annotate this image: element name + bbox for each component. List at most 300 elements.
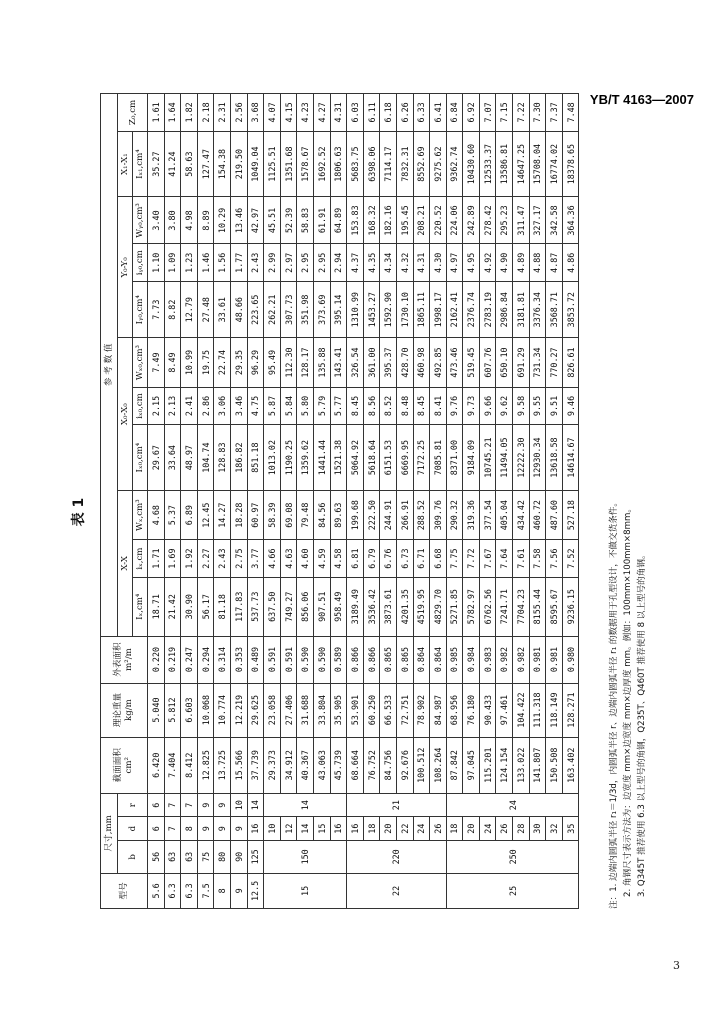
table-cell: 5.87 [264,387,281,425]
table-cell: 1806.63 [330,131,347,197]
table-cell: 224.06 [446,197,463,244]
table-cell: 3.06 [214,387,231,425]
table-cell: 8.45 [347,387,364,425]
table-cell: 0.294 [197,636,214,683]
table-cell: 691.29 [513,338,530,387]
table-cell: 295.23 [496,197,513,244]
table-cell: 76.752 [363,737,380,793]
header-Iy0: Iᵧ₀,cm⁴ [133,282,148,338]
table-cell: 199.68 [347,491,364,540]
table-cell: 1592.90 [380,282,397,338]
table-row [164,94,181,909]
table-cell: 4.88 [529,244,546,282]
table-cell: 0.591 [264,636,281,683]
table-cell: 34.912 [280,737,297,793]
table-cell: 1441.44 [313,425,330,491]
table-cell: 2.31 [214,94,231,132]
table-cell: 79.48 [297,491,314,540]
table-cell: 135.88 [313,338,330,387]
table-cell: 6.603 [181,683,198,737]
table-cell: 0.489 [247,636,264,683]
table-cell: 0.984 [463,636,480,683]
header-y0y0: Y₀-Y₀ [118,197,133,338]
table-cell: 63 [164,840,181,873]
table-cell: 4.95 [463,244,480,282]
table-cell: 1.69 [164,540,181,578]
table-cell: 1013.02 [264,425,281,491]
table-cell: 78.902 [413,683,430,737]
table-cell: 6 [148,793,165,817]
table-cell: 2.86 [197,387,214,425]
table-cell: 309.76 [430,491,447,540]
header-weight: 理论重量 kg/m [101,683,148,737]
table-row [264,94,281,909]
table-cell: 7.75 [446,540,463,578]
table-cell: 87.842 [446,737,463,793]
table-cell: 53.901 [347,683,364,737]
table-cell: 16 [247,817,264,840]
header-x1x1: X₁-X₁ [118,131,133,197]
table-cell: 10 [264,817,281,840]
table-cell: 537.73 [247,577,264,636]
table-cell: 3376.34 [529,282,546,338]
table-cell: 84.987 [430,683,447,737]
header-Wy0: Wᵧ₀,cm³ [133,197,148,244]
table-cell: 2.15 [148,387,165,425]
table-cell: 4.37 [347,244,364,282]
table-cell: 3.46 [230,387,247,425]
table-cell: 4.15 [280,94,297,132]
table-cell: 364.36 [562,197,579,244]
table-cell: 80 [214,840,231,873]
table-cell: 8 [214,873,231,908]
table-row [496,94,513,909]
table-cell: 2.43 [214,540,231,578]
table-cell: 27.48 [197,282,214,338]
table-cell: 7832.31 [396,131,413,197]
table-cell: 3.80 [164,197,181,244]
table-cell: 0.247 [181,636,198,683]
table-cell: 637.50 [264,577,281,636]
table-cell: 8155.44 [529,577,546,636]
note-1: 注：1. 边端内圆弧半径 r₁＝1/3d，内圆弧半径 r、边端内圆弧半径 r₁ 的数据用于孔型设计，不做交货条件。 [609,498,619,909]
table-cell: 154.38 [214,131,231,197]
table-cell: 4.31 [330,94,347,132]
table-cell: 377.54 [479,491,496,540]
table-cell: 3568.71 [546,282,563,338]
table-cell: 6.71 [413,540,430,578]
table-cell: 290.32 [446,491,463,540]
table-cell: 6.420 [148,737,165,793]
table-cell: 68.956 [446,683,463,737]
table-cell: 7.404 [164,737,181,793]
table-cell: 8.45 [413,387,430,425]
table-cell: 10 [230,793,247,817]
standard-code: YB/T 4163—2007 [589,92,694,107]
table-row [513,94,530,909]
table-cell: 4.87 [546,244,563,282]
table-cell: 15708.04 [529,131,546,197]
table-cell: 8.412 [181,737,198,793]
table-cell: 66.533 [380,683,397,737]
table-row [529,94,546,909]
table-cell: 81.18 [214,577,231,636]
header-ix0: iₓ₀,cm [133,387,148,425]
table-cell: 69.08 [280,491,297,540]
table-cell: 97.461 [496,683,513,737]
table-cell: 1453.27 [363,282,380,338]
table-cell: 0.985 [446,636,463,683]
header-area: 截面面积 cm² [101,737,148,793]
table-cell: 96.29 [247,338,264,387]
table-cell: 1.09 [164,244,181,282]
table-cell: 7 [164,793,181,817]
table-cell: 4.30 [430,244,447,282]
table-cell: 22 [347,873,447,908]
table-cell: 26 [496,817,513,840]
table-cell: 12.825 [197,737,214,793]
table-cell: 222.50 [363,491,380,540]
table-cell: 60.250 [363,683,380,737]
table-cell: 3181.81 [513,282,530,338]
table-cell: 9236.15 [562,577,579,636]
table-cell: 6.84 [446,94,463,132]
table-cell: 6669.95 [396,425,413,491]
table-cell: 851.18 [247,425,264,491]
table-cell: 58.83 [297,197,314,244]
table-row [330,94,347,909]
table-cell: 12930.34 [529,425,546,491]
table-cell: 473.46 [446,338,463,387]
table-cell: 63 [181,840,198,873]
table-cell: 4.23 [297,94,314,132]
table-cell: 4.60 [297,540,314,578]
table-cell: 48.66 [230,282,247,338]
table-cell: 11494.05 [496,425,513,491]
table-cell: 5618.64 [363,425,380,491]
table-cell: 8371.00 [446,425,463,491]
table-cell: 242.89 [463,197,480,244]
table-row [446,94,463,909]
table-cell: 373.69 [313,282,330,338]
table-cell: 4.98 [181,197,198,244]
table-cell: 72.751 [396,683,413,737]
header-iy0: iᵧ₀,cm [133,244,148,282]
table-cell: 13.725 [214,737,231,793]
table-cell: 125 [247,840,264,873]
table-cell: 2.97 [280,244,297,282]
table-cell: 6.79 [363,540,380,578]
table-cell: 4829.70 [430,577,447,636]
table-cell: 3873.61 [380,577,397,636]
header-xx: X-X [118,491,133,637]
table-cell: 32 [546,817,563,840]
table-cell: 7.15 [496,94,513,132]
table-cell: 9.66 [479,387,496,425]
table-cell: 7.52 [562,540,579,578]
table-cell: 958.49 [330,577,347,636]
table-cell: 856.06 [297,577,314,636]
table-cell: 48.97 [181,425,198,491]
table-cell: 15.566 [230,737,247,793]
table-cell: 4519.95 [413,577,430,636]
table-cell: 9.76 [446,387,463,425]
table-cell: 26 [430,817,447,840]
table-cell: 0.864 [430,636,447,683]
table-cell: 8.48 [396,387,413,425]
table-cell: 4201.35 [396,577,413,636]
table-cell: 7 [164,817,181,840]
table-cell: 117.83 [230,577,247,636]
table-cell: 0.981 [546,636,563,683]
table-cell: 97.045 [463,737,480,793]
table-cell: 1998.17 [430,282,447,338]
table-cell: 0.219 [164,636,181,683]
table-cell: 8595.67 [546,577,563,636]
table-cell: 749.27 [280,577,297,636]
table-cell: 7.64 [496,540,513,578]
table-cell: 6398.06 [363,131,380,197]
table-cell: 5782.97 [463,577,480,636]
table-cell: 9.58 [513,387,530,425]
table-cell: 4.35 [363,244,380,282]
table-cell: 108.264 [430,737,447,793]
table-cell: 395.37 [380,338,397,387]
table-cell: 1049.04 [247,131,264,197]
table-cell: 220.52 [430,197,447,244]
table-cell: 5683.75 [347,131,364,197]
table-cell: 7.37 [546,94,563,132]
table-cell: 8.41 [430,387,447,425]
table-cell: 12533.37 [479,131,496,197]
table-cell: 1.56 [214,244,231,282]
table-cell: 6.73 [396,540,413,578]
table-cell: 9.46 [562,387,579,425]
table-cell: 19.75 [197,338,214,387]
table-cell: 7.30 [529,94,546,132]
table-cell: 75 [197,840,214,873]
table-cell: 150 [264,840,347,873]
table-cell: 607.76 [479,338,496,387]
header-Wx0: Wₓ₀,cm³ [133,338,148,387]
table-cell: 3536.42 [363,577,380,636]
table-cell: 1.71 [148,540,165,578]
table-cell: 9 [230,817,247,840]
table-cell: 9.51 [546,387,563,425]
table-cell: 153.83 [347,197,364,244]
table-cell: 5.80 [297,387,314,425]
table-cell: 405.04 [496,491,513,540]
table-cell: 45.739 [330,737,347,793]
table-row [363,94,380,909]
table-cell: 90.433 [479,683,496,737]
table-row [430,94,447,909]
table-cell: 95.49 [264,338,281,387]
table-cell: 4.34 [380,244,397,282]
table-row [280,94,297,909]
table-cell: 10.774 [214,683,231,737]
table-cell: 9 [214,817,231,840]
table-cell: 29.35 [230,338,247,387]
table-cell: 29.625 [247,683,264,737]
table-cell: 208.21 [413,197,430,244]
table-cell: 45.51 [264,197,281,244]
table-cell: 14.27 [214,491,231,540]
table-cell: 42.97 [247,197,264,244]
header-Ix0: Iₓ₀,cm⁴ [133,425,148,491]
table-cell: 10745.21 [479,425,496,491]
table-cell: 111.318 [529,683,546,737]
table-cell: 395.14 [330,282,347,338]
table-cell: 2783.19 [479,282,496,338]
table-cell: 118.149 [546,683,563,737]
table-cell: 3.40 [148,197,165,244]
table-cell: 907.51 [313,577,330,636]
table-cell: 6 [148,817,165,840]
table-cell: 731.34 [529,338,546,387]
table-cell: 37.739 [247,737,264,793]
table-row [413,94,430,909]
table-cell: 90 [230,840,247,873]
table-cell: 30.90 [181,577,198,636]
table-cell: 163.402 [562,737,579,793]
table-cell: 20 [380,817,397,840]
table-cell: 2.43 [247,244,264,282]
table-cell: 6762.56 [479,577,496,636]
table-cell: 2.13 [164,387,181,425]
table-cell: 92.676 [396,737,413,793]
table-cell: 2.56 [230,94,247,132]
table-cell: 4.97 [446,244,463,282]
table-cell: 4.90 [496,244,513,282]
table-cell: 14 [297,817,314,840]
table-cell: 7241.71 [496,577,513,636]
table-cell: 1.46 [197,244,214,282]
table-cell: 1.92 [181,540,198,578]
table-body [148,94,579,909]
table-row [214,94,231,909]
table-cell: 1692.52 [313,131,330,197]
table-cell: 12.5 [247,873,264,908]
table-cell: 1578.67 [297,131,314,197]
table-cell: 4.31 [413,244,430,282]
table-cell: 84.756 [380,737,397,793]
table-cell: 127.47 [197,131,214,197]
table-cell: 244.91 [380,491,397,540]
header-b: b [118,840,148,873]
table-cell: 150.508 [546,737,563,793]
table-cell: 10.29 [214,197,231,244]
table-cell: 3.77 [247,540,264,578]
table-cell: 104.422 [513,683,530,737]
table-cell: 9.55 [529,387,546,425]
table-cell: 4.66 [264,540,281,578]
table-cell: 527.18 [562,491,579,540]
table-cell: 9 [230,873,247,908]
table-cell: 2.75 [230,540,247,578]
table-cell: 9275.62 [430,131,447,197]
table-cell: 24 [446,793,579,817]
table-cell: 1865.11 [413,282,430,338]
table-cell: 14 [264,793,347,817]
table-cell: 29.373 [264,737,281,793]
table-cell: 14 [247,793,264,817]
table-cell: 2.99 [264,244,281,282]
table-cell: 0.220 [148,636,165,683]
table-cell: 770.27 [546,338,563,387]
table-cell: 7114.17 [380,131,397,197]
table-row [181,94,198,909]
table-cell: 124.154 [496,737,513,793]
table-cell: 4.59 [313,540,330,578]
header-z0: Z₀,cm [118,94,148,132]
table-cell: 6.76 [380,540,397,578]
table-cell: 16774.02 [546,131,563,197]
table-cell: 128.17 [297,338,314,387]
table-cell: 18.28 [230,491,247,540]
table-cell: 84.56 [313,491,330,540]
table-cell: 7.61 [513,540,530,578]
table-cell: 6.3 [164,873,181,908]
table-cell: 2.41 [181,387,198,425]
table-cell: 4.32 [396,244,413,282]
table-cell: 342.58 [546,197,563,244]
table-cell: 5271.85 [446,577,463,636]
table-cell: 18 [363,817,380,840]
table-cell: 1.10 [148,244,165,282]
table-cell: 61.91 [313,197,330,244]
header-d: d [118,817,148,840]
table-cell: 8.82 [164,282,181,338]
table-cell: 56 [148,840,165,873]
table-cell: 133.022 [513,737,530,793]
table-cell: 5064.92 [347,425,364,491]
table-cell: 7704.23 [513,577,530,636]
table-cell: 58.39 [264,491,281,540]
table-cell: 7.5 [197,873,214,908]
table-cell: 18.71 [148,577,165,636]
table-cell: 6.03 [347,94,364,132]
table-cell: 12222.30 [513,425,530,491]
table-cell: 12 [280,817,297,840]
table-row [396,94,413,909]
table-cell: 487.60 [546,491,563,540]
table-cell: 250 [446,840,579,873]
table-cell: 7172.25 [413,425,430,491]
table-cell: 319.36 [463,491,480,540]
table-cell: 8552.69 [413,131,430,197]
table-cell: 7.48 [562,94,579,132]
table-cell: 0.353 [230,636,247,683]
table-cell: 12.219 [230,683,247,737]
table-cell: 0.866 [363,636,380,683]
table-cell: 4.89 [513,244,530,282]
table-cell: 13586.81 [496,131,513,197]
table-cell: 2.94 [330,244,347,282]
table-cell: 1.23 [181,244,198,282]
table-cell: 15 [313,817,330,840]
table-cell: 9 [197,793,214,817]
table-cell: 24 [413,817,430,840]
table-cell: 18 [446,817,463,840]
table-cell: 6151.53 [380,425,397,491]
table-cell: 6.26 [396,94,413,132]
table-cell: 4.63 [280,540,297,578]
table-cell: 60.97 [247,491,264,540]
table-cell: 4.92 [479,244,496,282]
table-cell: 0.591 [280,636,297,683]
table-cell: 104.74 [197,425,214,491]
